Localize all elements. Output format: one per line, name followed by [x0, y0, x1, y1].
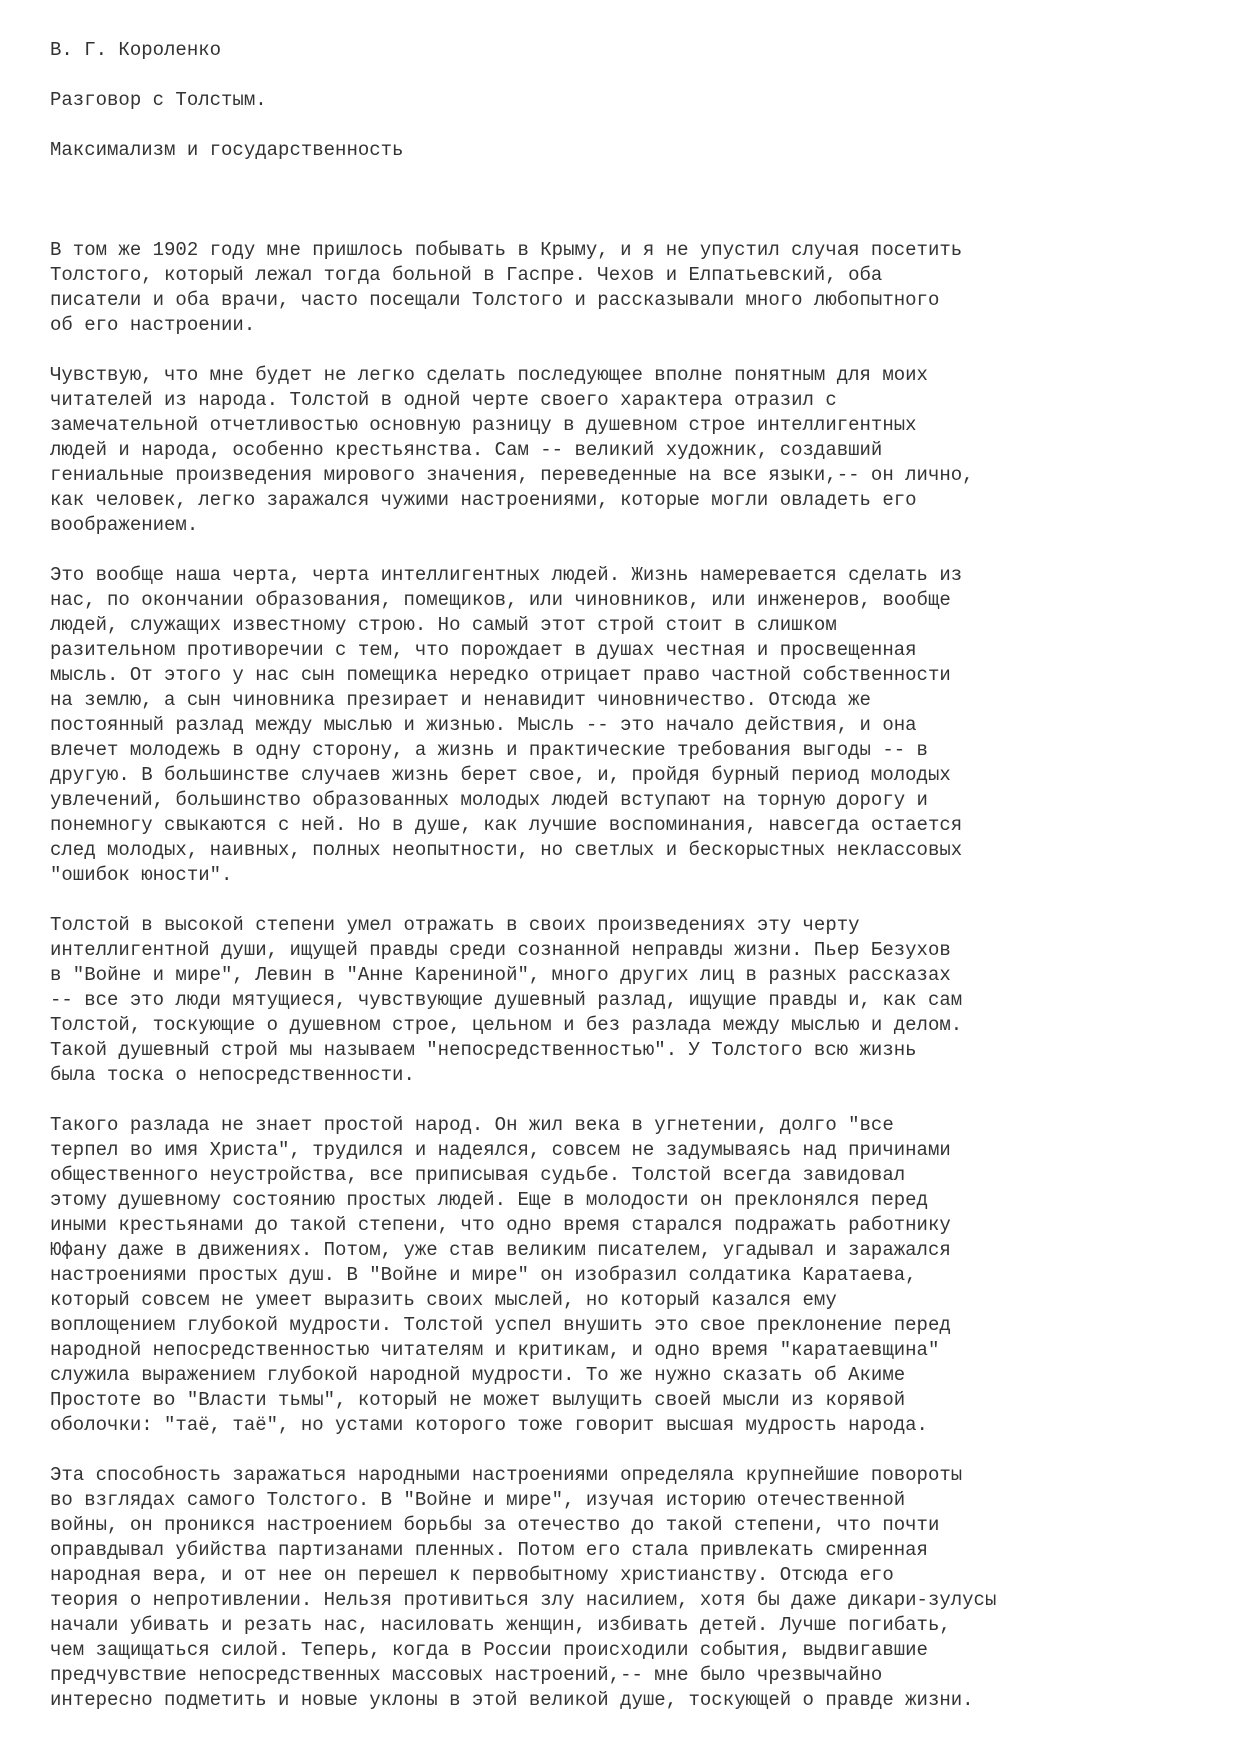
author-name: В. Г. Короленко	[50, 39, 222, 61]
paragraph	[50, 238, 1220, 338]
text-line: нас, по окончании образования, помещиков, или чиновников, или инженеров, вообще	[50, 589, 951, 611]
text-line: терпел во имя Христа", трудился и надеялся, совсем не задумываясь над причинами	[50, 1139, 951, 1161]
text-line: писатели и оба врачи, часто посещали Толстого и рассказывали много любопытного	[50, 289, 940, 311]
text-line: гениальные произведения мирового значения, переведенные на все языки,-- он лично,	[50, 464, 974, 486]
text-line: замечательной отчетливостью основную разницу в душевном строе интеллигентных	[50, 414, 917, 436]
text-line: на землю, а сын чиновника презирает и ненавидит чиновничество. Отсюда же	[50, 689, 871, 711]
paragraph	[50, 913, 1220, 1088]
text-line: настроениями простых душ. В "Войне и мире" он изобразил солдатика Каратаева,	[50, 1264, 917, 1286]
text-line: Простоте во "Власти тьмы", который не может вылущить своей мысли из корявой	[50, 1389, 906, 1411]
paragraph	[50, 363, 1220, 538]
text-line: Толстой, тоскующие о душевном строе, цельном и без разлада между мыслью и делом.	[50, 1014, 963, 1036]
paragraph	[50, 563, 1220, 888]
text-line: этому душевному состоянию простых людей. Еще в молодости он преклонялся перед	[50, 1189, 928, 1211]
text-line: Эта способность заражаться народными настроениями определяла крупнейшие повороты	[50, 1464, 963, 1486]
text-line: мысль. От этого у нас сын помещика нередко отрицает право частной собственности	[50, 664, 951, 686]
text-line: начали убивать и резать нас, насиловать женщин, избивать детей. Лучше погибать,	[50, 1614, 951, 1636]
text-line: В том же 1902 году мне пришлось побывать в Крыму, и я не упустил случая посетить	[50, 239, 963, 261]
document-page	[50, 38, 1220, 1738]
text-line: иными крестьянами до такой степени, что одно время старался подражать работнику	[50, 1214, 951, 1236]
text-line: Толстой в высокой степени умел отражать в своих произведениях эту черту	[50, 914, 860, 936]
text-line: теория о непротивлении. Нельзя противиться злу насилием, хотя бы даже дикари-зулусы	[50, 1589, 997, 1611]
text-line: другую. В большинстве случаев жизнь берет свое, и, пройдя бурный период молодых	[50, 764, 951, 786]
text-line: воображением.	[50, 514, 199, 536]
text-line: Юфану даже в движениях. Потом, уже став великим писателем, угадывал и заражался	[50, 1239, 951, 1261]
document-title: Разговор с Толстым.	[50, 89, 267, 111]
paragraph	[50, 1113, 1220, 1438]
text-line: людей, служащих известному строю. Но самый этот строй стоит в слишком	[50, 614, 837, 636]
text-line: -- все это люди мятущиеся, чувствующие душевный разлад, ищущие правды и, как сам	[50, 989, 963, 1011]
text-line: в "Войне и мире", Левин в "Анне Карениной", много других лиц в разных рассказах	[50, 964, 951, 986]
paragraph	[50, 1463, 1220, 1713]
document-subtitle: Максимализм и государственность	[50, 139, 404, 161]
text-line: войны, он проникся настроением борьбы за отечество до такой степени, что почти	[50, 1514, 940, 1536]
text-line: оболочки: "таё, таё", но устами которого тоже говорит высшая мудрость народа.	[50, 1414, 928, 1436]
text-line: Толстого, который лежал тогда больной в Гаспре. Чехов и Елпатьевский, оба	[50, 264, 883, 286]
text-line: влечет молодежь в одну сторону, а жизнь и практические требования выгоды -- в	[50, 739, 928, 761]
text-line: предчувствие непосредственных массовых настроений,-- мне было чрезвычайно	[50, 1664, 883, 1686]
text-line: воплощением глубокой мудрости. Толстой успел внушить это свое преклонение перед	[50, 1314, 951, 1336]
text-line: людей и народа, особенно крестьянства. Сам -- великий художник, создавший	[50, 439, 883, 461]
text-line: интересно подметить и новые уклоны в этой великой душе, тоскующей о правде жизни.	[50, 1689, 974, 1711]
text-line: постоянный разлад между мыслью и жизнью. Мысль -- это начало действия, и она	[50, 714, 917, 736]
text-line: общественного неустройства, все приписывая судьбе. Толстой всегда завидовал	[50, 1164, 906, 1186]
text-line: Это вообще наша черта, черта интеллигентных людей. Жизнь намеревается сделать из	[50, 564, 963, 586]
text-line: "ошибок юности".	[50, 864, 233, 886]
text-line: понемногу свыкаются с ней. Но в душе, как лучшие воспоминания, навсегда остается	[50, 814, 963, 836]
text-line: Чувствую, что мне будет не легко сделать последующее вполне понятным для моих	[50, 364, 928, 386]
text-line: была тоска о непосредственности.	[50, 1064, 415, 1086]
text-line: как человек, легко заражался чужими настроениями, которые могли овладеть его	[50, 489, 917, 511]
text-line: Такой душевный строй мы называем "непосредственностью". У Толстого всю жизнь	[50, 1039, 917, 1061]
document-body	[50, 238, 1220, 1713]
text-line: интеллигентной души, ищущей правды среди сознанной неправды жизни. Пьер Безухов	[50, 939, 951, 961]
text-line: народная вера, и от нее он перешел к первобытному христианству. Отсюда его	[50, 1564, 894, 1586]
text-line: читателей из народа. Толстой в одной черте своего характера отразил с	[50, 389, 837, 411]
text-line: об его настроении.	[50, 314, 256, 336]
text-line: служила выражением глубокой народной мудрости. То же нужно сказать об Акиме	[50, 1364, 906, 1386]
text-line: который совсем не умеет выразить своих мыслей, но который казался ему	[50, 1289, 837, 1311]
text-line: народной непосредственностью читателям и критикам, и одно время "каратаевщина"	[50, 1339, 940, 1361]
text-line: оправдывал убийства партизанами пленных. Потом его стала привлекать смиренная	[50, 1539, 928, 1561]
text-line: увлечений, большинство образованных молодых людей вступают на торную дорогу и	[50, 789, 928, 811]
text-line: чем защищаться силой. Теперь, когда в России происходили события, выдвигавшие	[50, 1639, 928, 1661]
text-line: во взглядах самого Толстого. В "Войне и мире", изучая историю отечественной	[50, 1489, 906, 1511]
text-line: след молодых, наивных, полных неопытности, но светлых и бескорыстных неклассовых	[50, 839, 963, 861]
text-line: разительном противоречии с тем, что порождает в душах честная и просвещенная	[50, 639, 917, 661]
text-line: Такого разлада не знает простой народ. Он жил века в угнетении, долго "все	[50, 1114, 894, 1136]
